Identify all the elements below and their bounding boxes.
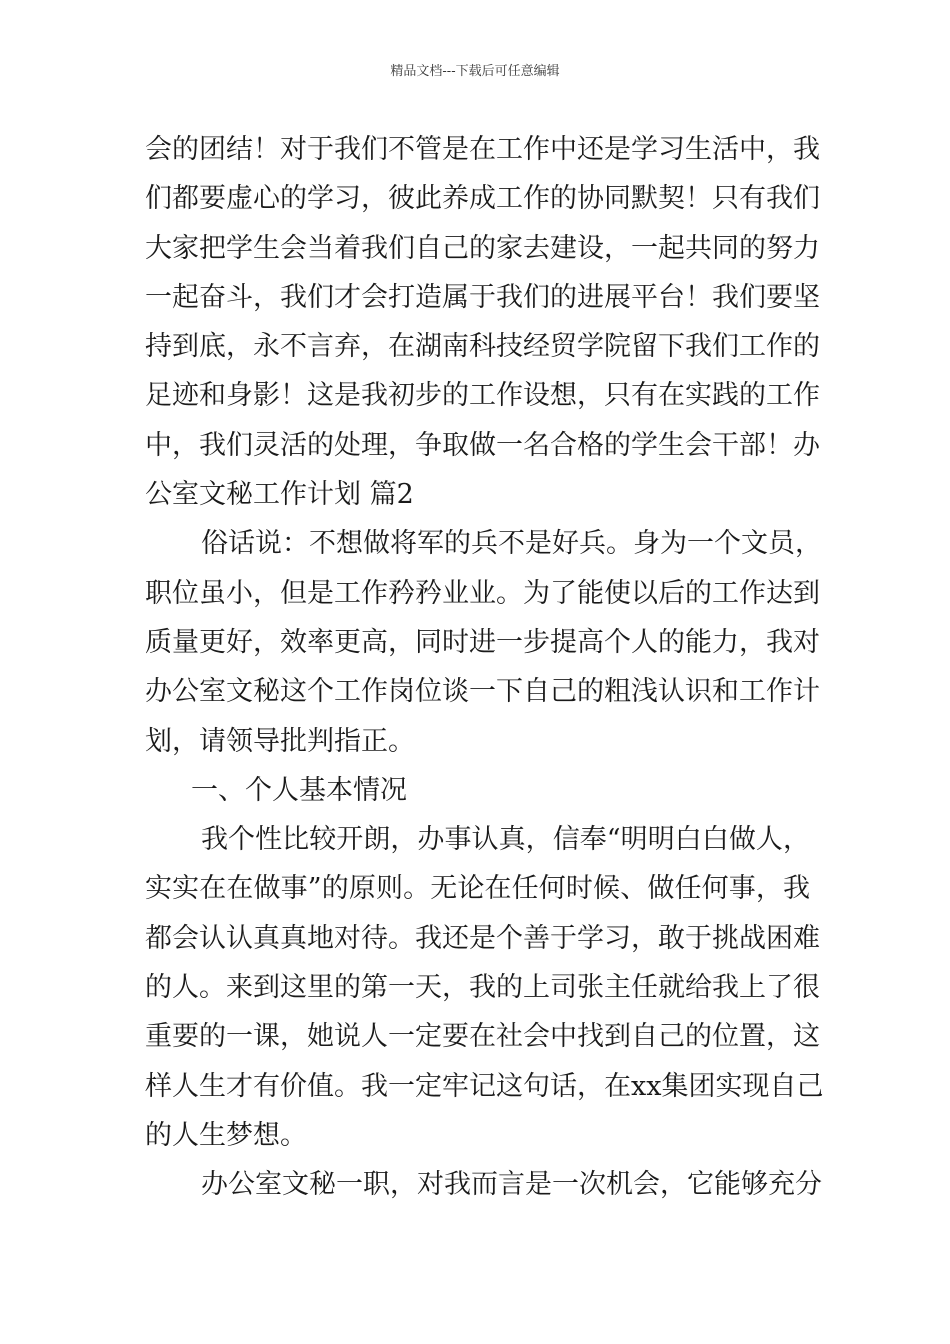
section-title: 公室文秘工作计划 篇2 xyxy=(145,479,414,511)
text-line: 办公室文秘这个工作岗位谈一下自己的粗浅认识和工作计 xyxy=(145,676,820,708)
text-line: 们都要虚心的学习，彼此养成工作的协同默契！只有我们 xyxy=(145,183,820,215)
page-header: 精品文档---下载后可任意编辑 xyxy=(390,64,560,79)
text-line: 俗话说：不想做将军的兵不是好兵。身为一个文员， xyxy=(201,528,822,560)
text-line: 一起奋斗，我们才会打造属于我们的进展平台！我们要坚 xyxy=(145,281,820,313)
text-line: 样人生才有价值。我一定牢记这句话，在xx集团实现自己 xyxy=(145,1070,824,1102)
text-line: 我个性比较开朗，办事认真，信奉“明明白白做人， xyxy=(201,824,810,856)
text-line: 办公室文秘一职，对我而言是一次机会，它能够充分 xyxy=(201,1169,822,1201)
text-line: 的人生梦想。 xyxy=(145,1119,307,1151)
text-line: 实实在在做事”的原则。无论在任何时候、做任何事，我 xyxy=(145,873,810,905)
text-line: 重要的一课，她说人一定要在社会中找到自己的位置，这 xyxy=(145,1021,820,1053)
text-line: 持到底，永不言弃，在湖南科技经贸学院留下我们工作的 xyxy=(145,331,820,363)
text-line: 职位虽小，但是工作矜矜业业。为了能使以后的工作达到 xyxy=(145,577,820,609)
subsection-heading: 一、个人基本情况 xyxy=(191,774,407,806)
document-body xyxy=(145,125,824,1210)
text-line: 中，我们灵活的处理，争取做一名合格的学生会干部！办 xyxy=(145,429,820,461)
text-line: 大家把学生会当着我们自己的家去建设，一起共同的努力 xyxy=(145,232,820,264)
text-line: 划，请领导批判指正。 xyxy=(145,725,415,757)
text-line: 会的团结！对于我们不管是在工作中还是学习生活中，我 xyxy=(145,134,820,165)
text-line: 质量更好，效率更高，同时进一步提高个人的能力，我对 xyxy=(145,626,820,658)
text-line: 足迹和身影！这是我初步的工作设想，只有在实践的工作 xyxy=(145,380,820,412)
text-line: 都会认认真真地对待。我还是个善于学习，敢于挑战困难 xyxy=(145,922,820,954)
text-line: 的人。来到这里的第一天，我的上司张主任就给我上了很 xyxy=(145,972,820,1004)
